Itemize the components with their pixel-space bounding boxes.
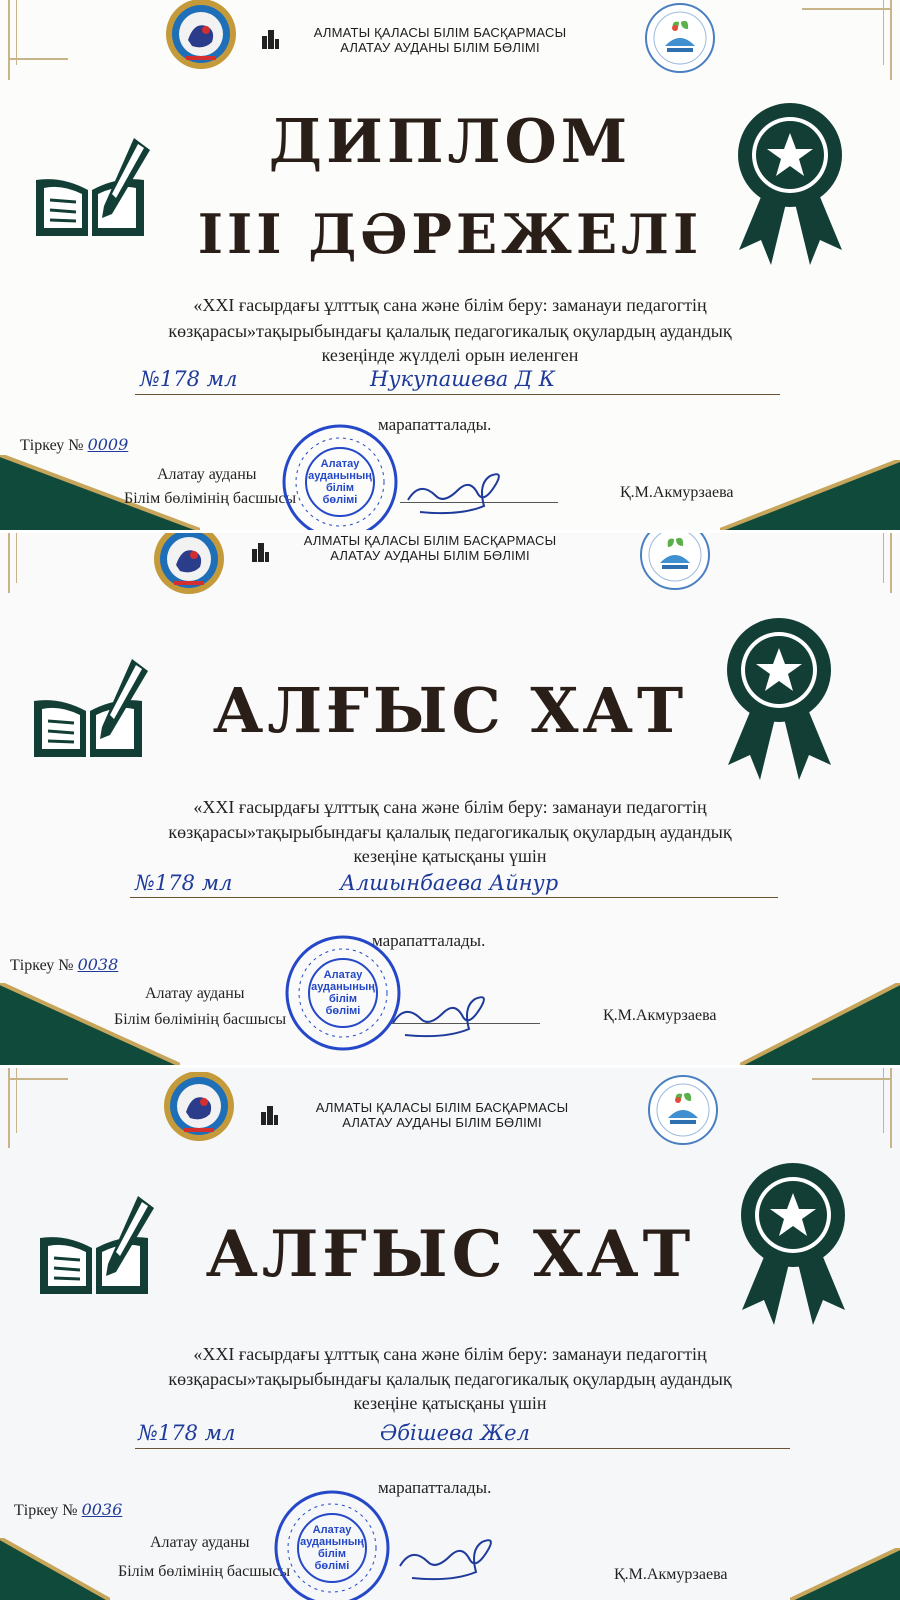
certificate-title: АЛҒЫС ХАТ: [205, 1217, 695, 1292]
signatory-name: Қ.М.Акмурзаева: [620, 484, 734, 501]
education-logo-icon: [638, 533, 712, 591]
stamp-text: Алатау ауданының білім бөлімі: [308, 458, 372, 506]
awarded-text: марапатталады.: [378, 415, 492, 434]
certificate-thanks-letter-1: [0, 533, 900, 1065]
org-name-line-1: АЛМАТЫ ҚАЛАСЫ БІЛІМ БАСҚАРМАСЫ: [303, 533, 557, 548]
registration-label: Тіркеу №: [20, 437, 84, 454]
registration-number: [14, 1500, 122, 1520]
recipient-name: Нукупашева Д К: [370, 367, 556, 391]
awarded-text: марапатталады.: [378, 1478, 492, 1497]
stamp-text: Алатау ауданының білім бөлімі: [311, 969, 375, 1017]
frame-line: [8, 0, 10, 80]
name-fill-line: [135, 1448, 790, 1449]
signature-scribble-icon: [392, 1526, 512, 1586]
body-text-line-1: «XXI ғасырдағы ұлттық сана және білім беру: заманауи педагогтің: [193, 797, 707, 817]
body-text-line-3: кезеңіне қатысқаны үшін: [353, 846, 547, 866]
registration-number: [10, 955, 118, 975]
org-name-line-2: АЛАТАУ АУДАНЫ БІЛІМ БӨЛІМІ: [342, 1115, 542, 1130]
body-text-line-1: «XXI ғасырдағы ұлттық сана және білім беру: заманауи педагогтің: [193, 295, 707, 315]
frame-line: [8, 1078, 68, 1080]
certificate-title: ДИПЛОМ: [268, 107, 632, 177]
org-name-line-2: АЛАТАУ АУДАНЫ БІЛІМ БӨЛІМІ: [330, 548, 530, 563]
school-handwritten: №178 мл: [135, 871, 233, 895]
school-handwritten: №178 мл: [138, 1421, 236, 1445]
frame-line: [8, 533, 10, 593]
signatory-title-line-1: Алатау ауданы: [145, 985, 245, 1002]
registration-value: 0009: [87, 435, 129, 454]
name-fill-line: [135, 394, 780, 395]
building-icon: [249, 541, 271, 563]
signatory-title-line-1: Алатау ауданы: [157, 466, 257, 483]
round-stamp-icon: [272, 1488, 392, 1600]
signatory-name: Қ.М.Акмурзаева: [614, 1566, 728, 1583]
building-icon: [258, 1104, 280, 1126]
green-corner-left: [0, 1538, 110, 1600]
frame-line: [16, 533, 17, 583]
registration-label: Тіркеу №: [10, 957, 74, 974]
signatory-title-line-1: Алатау ауданы: [150, 1534, 250, 1551]
green-corner-right: [790, 1548, 900, 1600]
stamp-text: Алатау ауданының білім бөлімі: [300, 1524, 364, 1572]
frame-line: [883, 533, 884, 583]
signature-scribble-icon: [400, 460, 520, 520]
body-text-line-1: «XXI ғасырдағы ұлттық сана және білім беру: заманауи педагогтің: [193, 1344, 707, 1364]
education-logo-icon: [643, 2, 717, 74]
org-name-line-1: АЛМАТЫ ҚАЛАСЫ БІЛІМ БАСҚАРМАСЫ: [313, 25, 567, 40]
frame-line: [812, 1078, 892, 1080]
green-corner-right: [720, 460, 900, 530]
signatory-title-line-2: Білім бөлімінің басшысы: [118, 1563, 291, 1580]
frame-line: [890, 1068, 892, 1148]
name-fill-line: [130, 897, 778, 898]
certificate-thanks-letter-2: [0, 1068, 900, 1600]
green-corner-right: [740, 983, 900, 1065]
frame-line: [16, 0, 17, 65]
school-handwritten: №178 мл: [140, 367, 238, 391]
signatory-name: Қ.М.Акмурзаева: [603, 1007, 717, 1024]
recipient-name: Әбішева Жел: [380, 1421, 530, 1445]
certificate-diploma: [0, 0, 900, 530]
round-stamp-icon: [280, 422, 400, 530]
signatory-title-line-2: Білім бөлімінің басшысы: [124, 490, 297, 507]
recipient-name: Алшынбаева Айнур: [340, 871, 559, 895]
org-name-line-1: АЛМАТЫ ҚАЛАСЫ БІЛІМ БАСҚАРМАСЫ: [315, 1100, 569, 1115]
education-logo-icon: [646, 1074, 720, 1146]
certificate-subtitle: III ДӘРЕЖЕЛІ: [197, 202, 703, 266]
body-text-line-3: кезеңінде жүлделі орын иеленген: [321, 345, 579, 365]
frame-line: [890, 0, 892, 80]
org-name-line-2: АЛАТАУ АУДАНЫ БІЛІМ БӨЛІМІ: [340, 40, 540, 55]
body-text-line-3: кезеңіне қатысқаны үшін: [353, 1393, 547, 1413]
body-text-line-2: көзқарасы»тақырыбындағы қалалық педагогикалық оқулардың аудандық: [168, 1369, 732, 1389]
frame-line: [802, 8, 892, 10]
registration-label: Тіркеу №: [14, 1502, 78, 1519]
building-icon: [259, 28, 281, 50]
registration-value: 0036: [81, 1500, 123, 1519]
body-text-line-2: көзқарасы»тақырыбындағы қалалық педагогикалық оқулардың аудандық: [168, 321, 732, 341]
frame-line: [890, 533, 892, 593]
signature-scribble-icon: [385, 983, 505, 1043]
frame-line: [8, 1068, 10, 1148]
city-emblem-icon: [162, 0, 240, 72]
certificate-title: АЛҒЫС ХАТ: [212, 674, 688, 747]
frame-line: [8, 58, 68, 60]
round-stamp-icon: [283, 933, 403, 1053]
registration-number: [20, 435, 128, 455]
registration-value: 0038: [77, 955, 119, 974]
awarded-text: марапатталады.: [372, 931, 486, 950]
body-text-line-2: көзқарасы»тақырыбындағы қалалық педагогикалық оқулардың аудандық: [168, 822, 732, 842]
city-emblem-icon: [160, 1072, 238, 1144]
signatory-title-line-2: Білім бөлімінің басшысы: [114, 1011, 287, 1028]
city-emblem-icon: [150, 533, 228, 597]
